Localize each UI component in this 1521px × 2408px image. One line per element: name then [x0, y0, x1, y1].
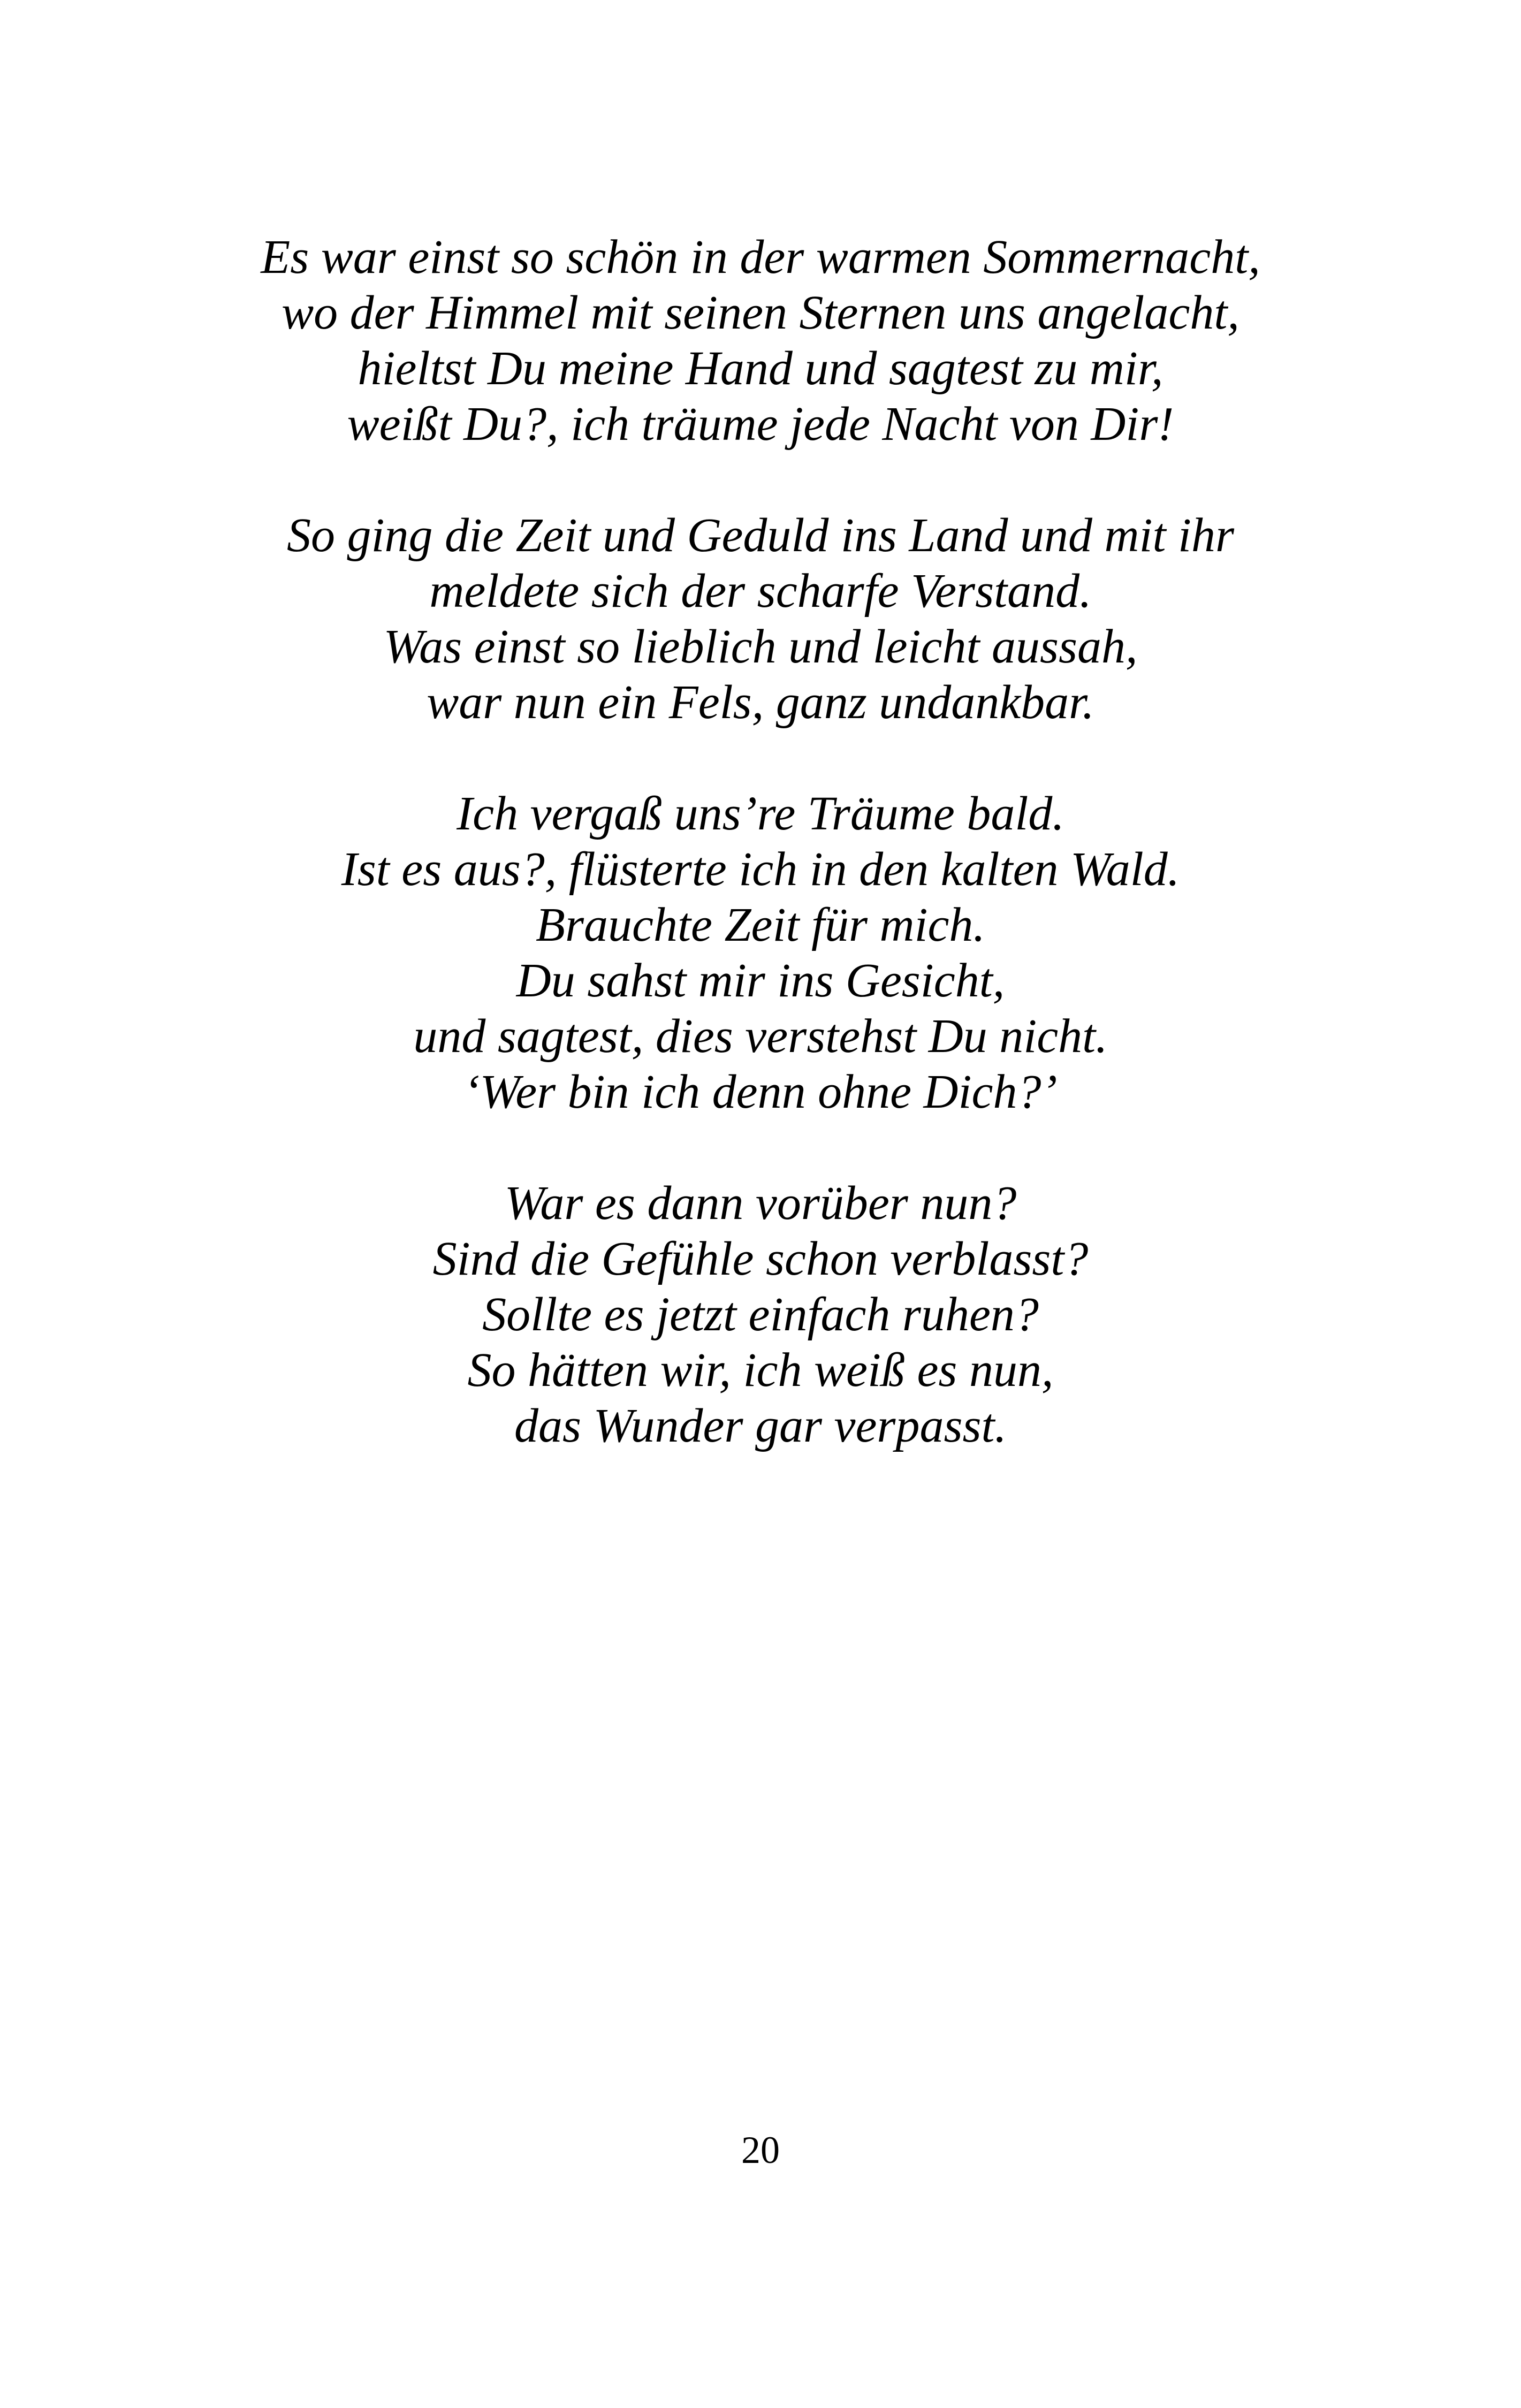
poem-line: Es war einst so schön in der warmen Sommernacht, — [261, 231, 1260, 284]
poem-line: Du sahst mir ins Gesicht, — [516, 954, 1005, 1007]
poem-line: meldete sich der scharfe Verstand. — [429, 565, 1092, 618]
poem-line: und sagtest, dies verstehst Du nicht. — [413, 1010, 1108, 1063]
stanza-3 — [0, 786, 1521, 1120]
poem-line: das Wunder gar verpasst. — [514, 1399, 1007, 1452]
stanza-2 — [0, 508, 1521, 730]
poem-line: wo der Himmel mit seinen Sternen uns angelacht, — [282, 286, 1239, 339]
poem-line: hieltst Du meine Hand und sagtest zu mir, — [358, 342, 1163, 395]
poem-line: Brauchte Zeit für mich. — [536, 898, 985, 951]
poem-line: weißt Du?, ich träume jede Nacht von Dir! — [347, 398, 1174, 451]
poem-line: Sind die Gefühle schon verblasst? — [432, 1232, 1089, 1285]
stanza-1 — [0, 230, 1521, 452]
poem-line: So hätten wir, ich weiß es nun, — [467, 1344, 1054, 1397]
stanza-4 — [0, 1176, 1521, 1454]
poem-line: Sollte es jetzt einfach ruhen? — [482, 1288, 1039, 1341]
poem-line: war nun ein Fels, ganz undankbar. — [427, 676, 1094, 729]
page-number: 20 — [741, 2129, 780, 2171]
poem — [0, 230, 1521, 1454]
poem-line: ‘Wer bin ich denn ohne Dich?’ — [463, 1065, 1058, 1118]
poem-line: Ich vergaß uns’re Träume bald. — [457, 787, 1064, 840]
poem-line: War es dann vorüber nun? — [504, 1177, 1017, 1230]
poem-line: Ist es aus?, flüsterte ich in den kalten Wald. — [341, 843, 1180, 896]
poem-line: So ging die Zeit und Geduld ins Land und mit ihr — [286, 509, 1235, 562]
poem-line: Was einst so lieblich und leicht aussah, — [383, 620, 1138, 673]
